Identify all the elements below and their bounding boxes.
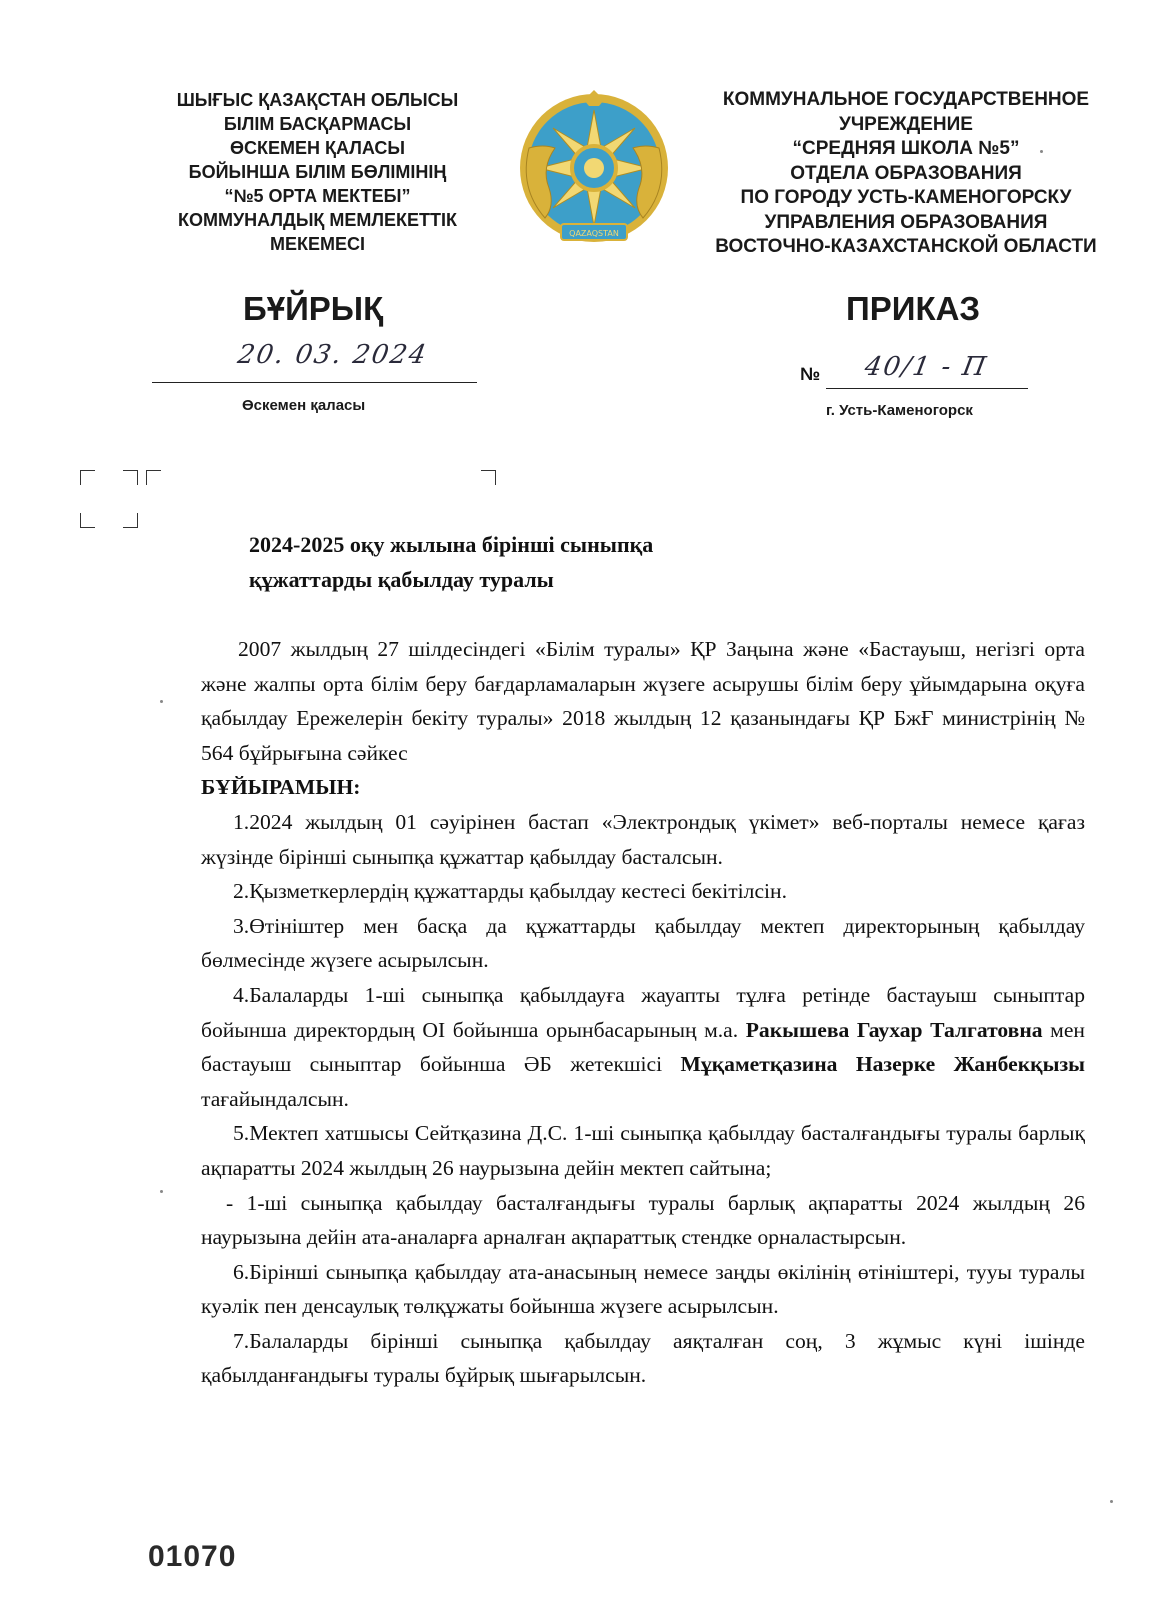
header-ru-line: ПО ГОРОДУ УСТЬ-КАМЕНОГОРСКУ	[740, 187, 1072, 208]
scan-speck	[1040, 150, 1043, 153]
document-title-ru: ПРИКАЗ	[846, 290, 981, 327]
header-kz-line: БІЛІМ БАСҚАРМАСЫ	[223, 114, 412, 134]
header-ru-line: УПРАВЛЕНИЯ ОБРАЗОВАНИЯ	[764, 211, 1048, 233]
corner-mark	[481, 470, 496, 485]
order-body	[201, 632, 1085, 1393]
header-kz-line: ШЫҒЫС ҚАЗАҚСТАН ОБЛЫСЫ	[176, 90, 459, 110]
header-kz-line: КОММУНАЛДЫҚ МЕМЛЕКЕТТІК	[177, 210, 458, 230]
preamble-paragraph: 2007 жылдың 27 шілдесіндегі «Білім туралы» ҚР Заңына және «Бастауыш, негізгі орта және жалпы орта білім беру бағдарламаларын жүзеге асырушы білім беру ұйымдарына оқуға қабылдау Ережелерін бекіту туралы» 2018 жылдың 12 қазанындағы ҚР БжҒ министрінің № 564 бұйрығына сәйкес	[201, 637, 1085, 765]
order-item-5: 5.Мектеп хатшысы Сейтқазина Д.С. 1-ші сыныпқа қабылдау басталғандығы туралы барлық ақпаратты 2024 жылдың 26 наурызына дейін мектеп сайтына;	[201, 1121, 1085, 1180]
header-kz-line: ӨСКЕМЕН ҚАЛАСЫ	[230, 138, 405, 158]
header-kz-line: “№5 ОРТА МЕКТЕБІ”	[224, 186, 411, 206]
corner-mark	[146, 470, 161, 485]
responsible-person-1: Ракышева Гаухар Талгатовна	[745, 1017, 1043, 1042]
item-4-text: 4.Балаларды 1-ші сыныпқа қабылдауға жауапты тұлға ретінде бастауыш сыныптар бойынша директордың ОІ бойынша орынбасарының м.а.	[201, 982, 1085, 1042]
order-item-1: 1.2024 жылдың 01 сәуірінен бастап «Электрондық үкімет» веб-порталы немесе қағаз жүзінде бірінші сыныпқа құжаттар қабылдау басталсын.	[201, 809, 1085, 869]
order-item-4	[201, 978, 1085, 1116]
decree-word: БҰЙЫРАМЫН:	[201, 775, 361, 800]
header-russian	[696, 88, 1116, 260]
order-item-5-bullet: - 1-ші сыныпқа қабылдау басталғандығы туралы барлық ақпаратты 2024 жылдың 26 наурызына дейін ата-аналарға арналған ақпараттық стендке орналастырсын.	[201, 1190, 1085, 1250]
order-item-2: 2.Қызметкерлердің құжаттарды қабылдау кестесі бекітілсін.	[233, 879, 787, 904]
date-underline	[152, 382, 477, 383]
corner-mark	[80, 513, 95, 528]
responsible-person-2: Мұқаметқазина Назерке Жанбекқызы	[680, 1052, 1086, 1077]
subject-line: құжаттарды қабылдау туралы	[249, 567, 554, 592]
order-subject	[249, 527, 869, 597]
number-underline	[826, 388, 1028, 389]
scan-speck	[160, 1190, 163, 1193]
header-kz-line: БОЙЫНША БІЛІМ БӨЛІМІНІҢ	[188, 162, 447, 182]
emblem-lettering: QAZAQSTAN	[569, 229, 619, 238]
item-4-text: мен бастауыш сыныптар бойынша ӘБ жетекшісі	[201, 1017, 1085, 1077]
header-kz-line: МЕКЕМЕСІ	[270, 234, 365, 254]
corner-mark	[123, 513, 138, 528]
item-4-text: тағайындалсын.	[201, 1086, 349, 1111]
header-ru-line: ОТДЕЛА ОБРАЗОВАНИЯ	[790, 162, 1022, 184]
number-label: №	[800, 364, 821, 384]
subject-line: 2024-2025 оқу жылына бірінші сыныпқа	[249, 532, 654, 557]
header-ru-line: КОММУНАЛЬНОЕ ГОСУДАРСТВЕННОЕ	[722, 89, 1090, 110]
order-item-3: 3.Өтініштер мен басқа да құжаттарды қабылдау мектеп директорының қабылдау бөлмесінде жүзеге асырылсын.	[201, 913, 1085, 973]
scan-speck	[1110, 1500, 1113, 1503]
scan-speck	[160, 700, 163, 703]
corner-mark	[80, 470, 95, 485]
handwritten-order-number: 40/1 - П	[862, 352, 991, 382]
city-kz: Өскемен қаласы	[242, 397, 366, 414]
city-ru: г. Усть-Каменогорск	[826, 402, 973, 419]
page-code: 01070	[148, 1540, 237, 1573]
header-ru-line: “СРЕДНЯЯ ШКОЛА №5”	[792, 138, 1020, 159]
header-ru-line: УЧРЕЖДЕНИЕ	[839, 113, 973, 135]
header-ru-line: ВОСТОЧНО-КАЗАХСТАНСКОЙ ОБЛАСТИ	[715, 236, 1097, 257]
corner-mark	[123, 470, 138, 485]
header-kazakh	[145, 88, 490, 256]
order-item-6: 6.Бірінші сыныпқа қабылдау ата-анасының немесе заңды өкілінің өтініштері, тууы туралы куәлік пен денсаулық төлқұжаты бойынша жүзеге асырылсын.	[201, 1259, 1085, 1319]
handwritten-date: 20. 03. 2024	[235, 340, 431, 370]
state-emblem-icon	[515, 88, 673, 256]
document-title-kz: БҰЙРЫҚ	[243, 290, 384, 327]
order-item-7: 7.Балаларды бірінші сыныпқа қабылдау аяқталған соң, 3 жұмыс күні ішінде қабылданғандығы туралы бұйрық шығарылсын.	[201, 1328, 1085, 1388]
